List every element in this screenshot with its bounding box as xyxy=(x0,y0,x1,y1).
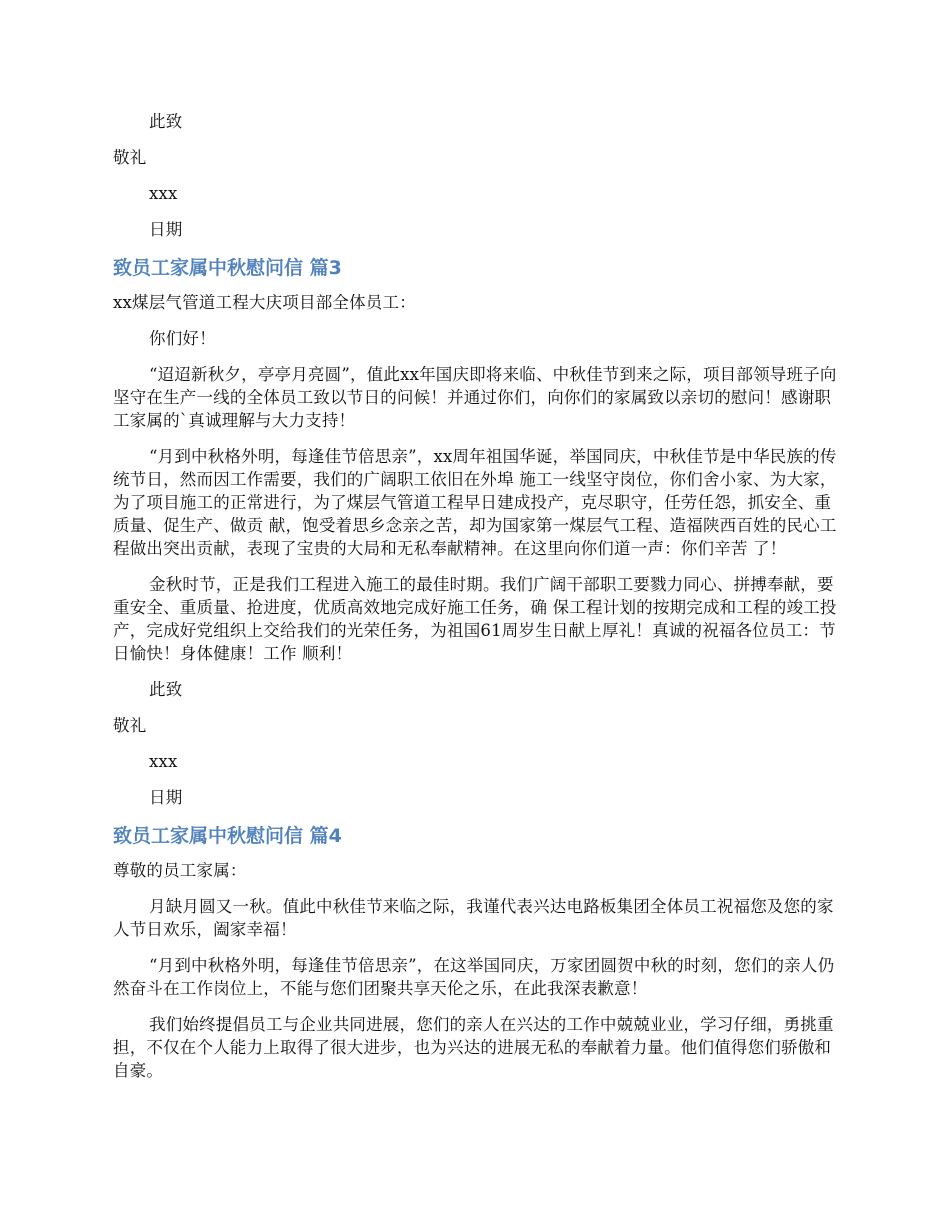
section-3-paragraph-2: “月到中秋格外明，每逢佳节倍思亲”，xx周年祖国华诞，举国同庆，中秋佳节是中华民族的传统节日，然而因工作需要，我们的广阔职工依旧在外埠 施工一线坚守岗位，你们舍小家、为大家，为了项目施工的正常进行，为了煤层气管道工程早日建成投产，克尽职守，任劳任怨，抓安全、重质量、促生产、做贡 献，饱受着思乡念亲之苦，却为国家第一煤层气工程、造福陕西百姓的民心工程做出突出贡献，表现了宝贵的大局和无私奉献精神。在这里向你们道一声：你们辛苦 了！ xyxy=(113,447,837,558)
section-3-title: 致员工家属中秋慰问信 篇3 xyxy=(113,257,342,279)
document-body xyxy=(113,110,841,1082)
section-3-closing-jingli: 敬礼 xyxy=(113,716,147,735)
section-3-salutation: xx煤层气管道工程大庆项目部全体员工： xyxy=(113,293,416,312)
section-4-paragraph-1: 月缺月圆又一秋。值此中秋佳节来临之际，我谨代表兴达电路板集团全体员工祝福您及您的家人节日欢乐，阖家幸福！ xyxy=(113,897,834,939)
signature: xxx xyxy=(149,184,178,203)
section-4-paragraph-3: 我们始终提倡员工与企业共同进展，您们的亲人在兴达的工作中兢兢业业，学习仔细，勇挑重担，不仅在个人能力上取得了很大进步，也为兴达的进展无私的奉献着力量。他们值得您们骄傲和自豪。 xyxy=(113,1015,834,1080)
section-3-closing-cizhi: 此致 xyxy=(149,680,183,699)
closing-cizhi: 此致 xyxy=(149,112,183,131)
closing-jingli: 敬礼 xyxy=(113,148,147,167)
section-3-date-line: 日期 xyxy=(149,788,183,807)
section-4-title: 致员工家属中秋慰问信 篇4 xyxy=(113,825,342,847)
section-4-paragraph-2: “月到中秋格外明，每逢佳节倍思亲”，在这举国同庆，万家团圆贺中秋的时刻，您们的亲人仍然奋斗在工作岗位上，不能与您们团聚共享天伦之乐，在此我深表歉意！ xyxy=(113,956,835,998)
section-3-signature: xxx xyxy=(149,752,178,771)
section-3-paragraph-3: 金秋时节，正是我们工程进入施工的最佳时期。我们广阔干部职工要戮力同心、拼搏奉献，要重安全、重质量、抢进度，优质高效地完成好施工任务，确 保工程计划的按期完成和工程的竣工投产，完成好党组织上交给我们的光荣任务，为祖国61周岁生日献上厚礼！真诚的祝福各位员工：节日愉快！身体健康！工作 顺利！ xyxy=(113,575,837,663)
section-4-salutation: 尊敬的员工家属： xyxy=(113,861,247,880)
date-line: 日期 xyxy=(149,220,183,239)
section-3-paragraph-1: “迢迢新秋夕，亭亭月亮圆”，值此xx年国庆即将来临、中秋佳节到来之际，项目部领导班子向坚守在生产一线的全体员工致以节日的问候！并通过你们，向你们的家属致以亲切的慰问！感谢职工家属的`真诚理解与大力支持！ xyxy=(113,365,837,430)
section-3-greeting: 你们好！ xyxy=(149,329,216,348)
